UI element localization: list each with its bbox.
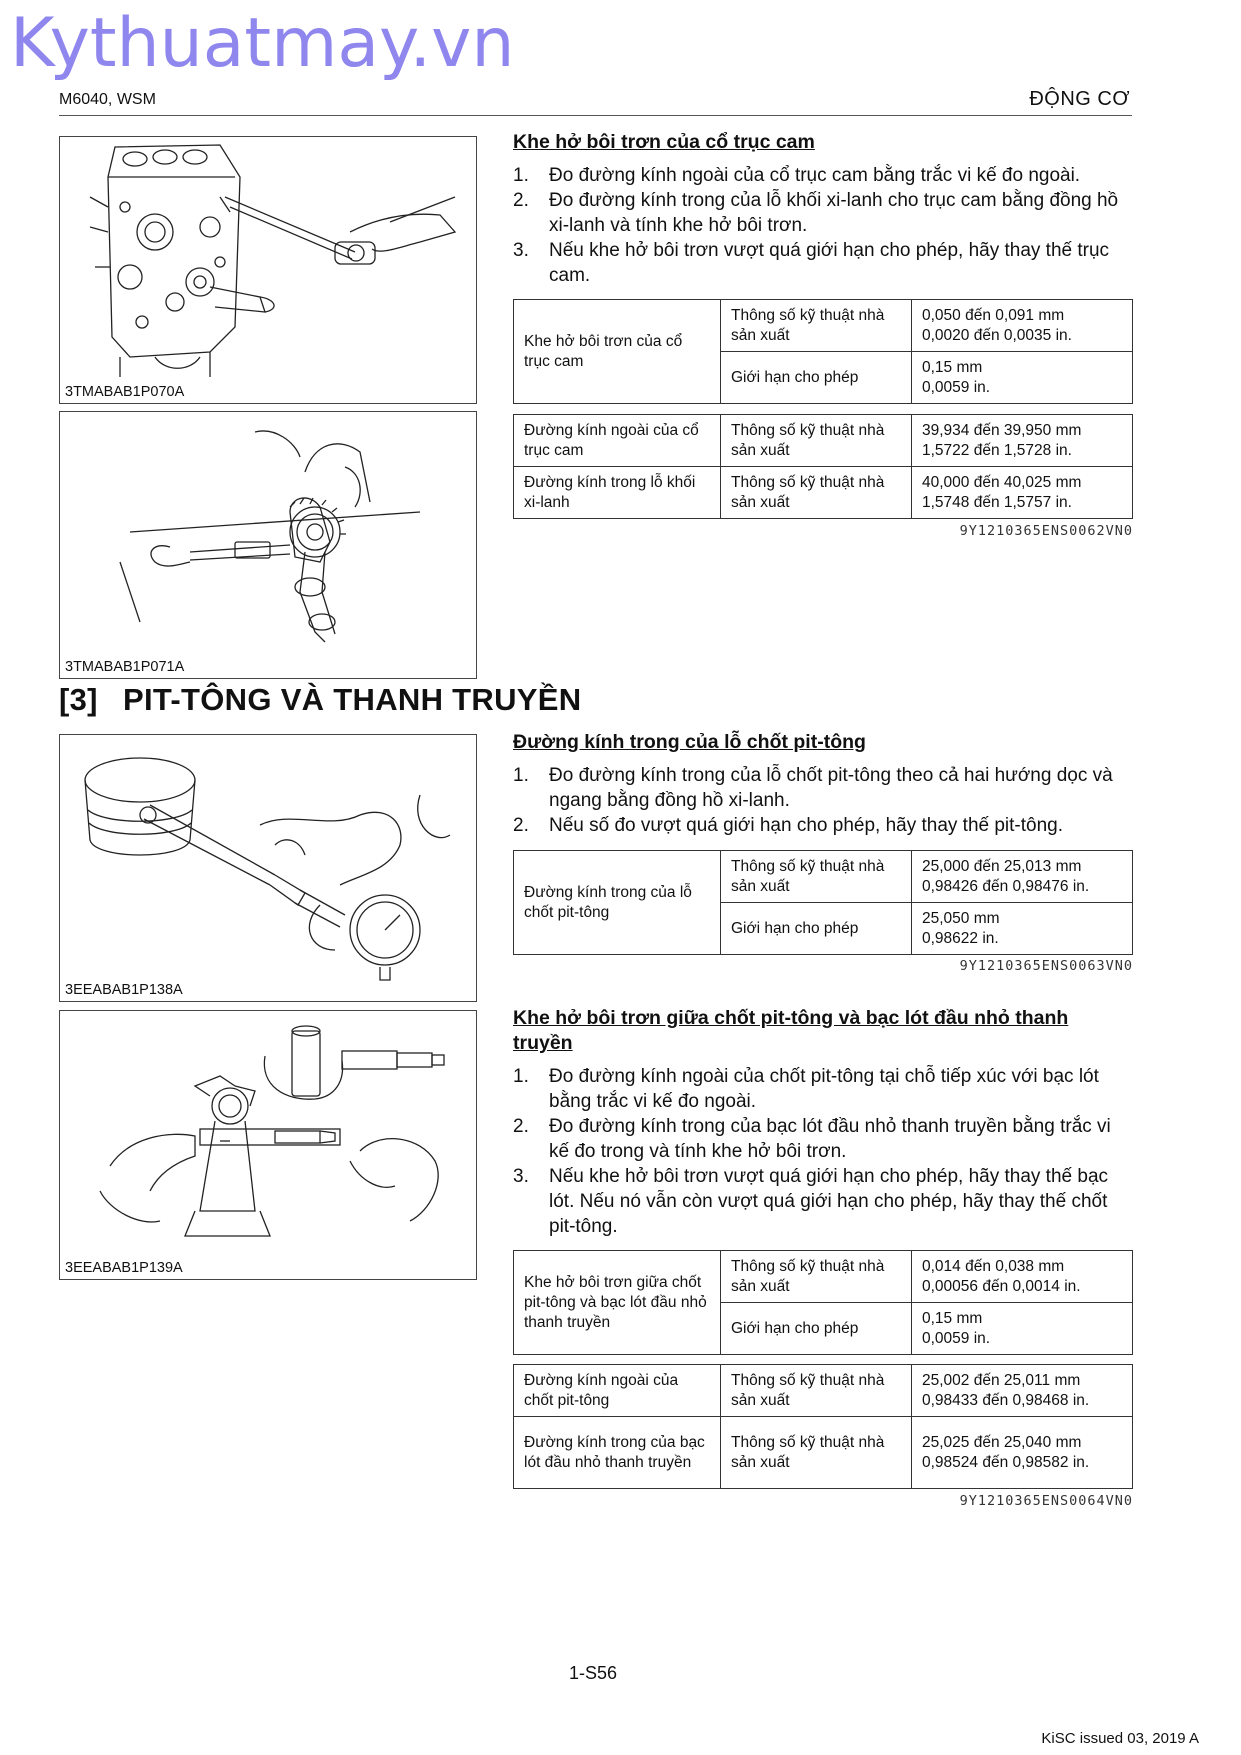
spec-value: 0,014 đến 0,038 mm 0,00056 đến 0,0014 in. [912, 1251, 1133, 1303]
spec-label: Đường kính trong lỗ khối xi-lanh [514, 467, 721, 519]
piston-pin-bore-table [513, 850, 1133, 955]
table-row [514, 1365, 1133, 1417]
spec-label: Đường kính ngoài của cổ trục cam [514, 415, 721, 467]
issue-footer: KiSC issued 03, 2019 A [1041, 1730, 1199, 1747]
spec-value: 25,025 đến 25,040 mm 0,98524 đến 0,98582 in. [912, 1417, 1133, 1489]
spec-kind: Thông số kỹ thuật nhà sản xuất [721, 415, 912, 467]
camshaft-clearance-section [513, 130, 1133, 288]
pin-bushing-clearance-section [513, 1006, 1133, 1239]
manual-code: M6040, WSM [59, 91, 156, 108]
spec-value: 25,002 đến 25,011 mm 0,98433 đến 0,98468 in. [912, 1365, 1133, 1417]
section-number: [3] [59, 682, 98, 717]
header-rule [59, 115, 1132, 116]
spec-kind: Giới hạn cho phép [721, 352, 912, 404]
spec-value: 39,934 đến 39,950 mm 1,5722 đến 1,5728 in. [912, 415, 1133, 467]
spec-value: 0,15 mm 0,0059 in. [912, 1303, 1133, 1355]
engine-block-illustration [60, 137, 478, 405]
spec-value: 0,050 đến 0,091 mm 0,0020 đến 0,0035 in. [912, 300, 1133, 352]
camshaft-diameter-table [513, 414, 1133, 519]
figure-caption: 3TMABAB1P071A [65, 659, 185, 675]
figure-piston-pin-bore [59, 734, 477, 1002]
reference-code: 9Y1210365ENS0062VN0 [959, 523, 1133, 539]
table-row [514, 1417, 1133, 1489]
page-number: 1-S56 [569, 1663, 618, 1683]
spec-label: Đường kính trong của bạc lót đầu nhỏ thanh truyền [514, 1417, 721, 1489]
list-item: 1. Đo đường kính trong của lỗ chốt pit-tông theo cả hai hướng dọc và ngang bằng đồng hồ xi-lanh. [513, 765, 1113, 811]
spec-value: 40,000 đến 40,025 mm 1,5748 đến 1,5757 in. [912, 467, 1133, 519]
list-item: 1. Đo đường kính ngoài của cổ trục cam bằng trắc vi kế đo ngoài. [513, 165, 1081, 186]
table-row [514, 851, 1133, 903]
spec-label: Khe hở bôi trơn giữa chốt pit-tông và bạc lót đầu nhỏ thanh truyền [514, 1251, 721, 1355]
camshaft-clearance-steps [513, 163, 1133, 288]
spec-kind: Giới hạn cho phép [721, 1303, 912, 1355]
figure-caption: 3EEABAB1P138A [65, 982, 183, 998]
figure-caption: 3TMABAB1P070A [65, 384, 185, 400]
figure-small-end-bushing [59, 1010, 477, 1280]
table-row [514, 415, 1133, 467]
figure-camshaft-bore [59, 136, 477, 404]
piston-gauge-illustration [60, 735, 478, 1003]
pin-bushing-clearance-heading: Khe hở bôi trơn giữa chốt pit-tông và bạc lót đầu nhỏ thanh truyền [513, 1007, 1069, 1054]
spec-value: 25,050 mm 0,98622 in. [912, 903, 1133, 955]
table-row [514, 1251, 1133, 1303]
camshaft-micrometer-illustration [60, 412, 478, 680]
section-title [59, 682, 581, 718]
list-item: 2. Đo đường kính trong của bạc lót đầu nhỏ thanh truyền bằng trắc vi kế đo trong và tính khe hở bôi trơn. [513, 1116, 1111, 1162]
watermark-text: Kythuatmay.vn [10, 4, 515, 83]
spec-value: 0,15 mm 0,0059 in. [912, 352, 1133, 404]
reference-code: 9Y1210365ENS0064VN0 [959, 1493, 1133, 1509]
figure-camshaft-journal [59, 411, 477, 679]
camshaft-clearance-table [513, 299, 1133, 404]
spec-kind: Thông số kỹ thuật nhà sản xuất [721, 1365, 912, 1417]
spec-kind: Thông số kỹ thuật nhà sản xuất [721, 851, 912, 903]
table-row [514, 467, 1133, 519]
chapter-title: ĐỘNG CƠ [1029, 88, 1130, 110]
spec-kind: Thông số kỹ thuật nhà sản xuất [721, 300, 912, 352]
figure-caption: 3EEABAB1P139A [65, 1260, 183, 1276]
piston-pin-bore-heading: Đường kính trong của lỗ chốt pit-tông [513, 731, 866, 753]
spec-kind: Thông số kỹ thuật nhà sản xuất [721, 1251, 912, 1303]
spec-label: Đường kính trong của lỗ chốt pit-tông [514, 851, 721, 955]
list-item: 3. Nếu khe hở bôi trơn vượt quá giới hạn cho phép, hãy thay thế bạc lót. Nếu nó vẫn còn vượt quá giới hạn cho phép, hãy thay thế chốt pit-tông. [513, 1166, 1109, 1237]
spec-label: Đường kính ngoài của chốt pit-tông [514, 1365, 721, 1417]
section-name: PIT-TÔNG VÀ THANH TRUYỀN [123, 682, 582, 717]
table-row [514, 300, 1133, 352]
pin-bushing-clearance-table [513, 1250, 1133, 1355]
reference-code: 9Y1210365ENS0063VN0 [959, 958, 1133, 974]
pin-bushing-clearance-steps [513, 1064, 1133, 1239]
list-item: 1. Đo đường kính ngoài của chốt pit-tông tại chỗ tiếp xúc với bạc lót bằng trắc vi kế đo ngoài. [513, 1066, 1099, 1112]
list-item: 2. Nếu số đo vượt quá giới hạn cho phép, hãy thay thế pit-tông. [513, 815, 1064, 836]
list-item: 3. Nếu khe hở bôi trơn vượt quá giới hạn cho phép, hãy thay thế trục cam. [513, 240, 1110, 286]
piston-pin-bore-section [513, 730, 1133, 838]
spec-label: Khe hở bôi trơn của cổ trục cam [514, 300, 721, 404]
conrod-micrometer-illustration [60, 1011, 478, 1281]
spec-value: 25,000 đến 25,013 mm 0,98426 đến 0,98476 in. [912, 851, 1133, 903]
spec-kind: Giới hạn cho phép [721, 903, 912, 955]
list-item: 2. Đo đường kính trong của lỗ khối xi-lanh cho trục cam bằng đồng hồ xi-lanh và tính khe hở bôi trơn. [513, 190, 1119, 236]
spec-kind: Thông số kỹ thuật nhà sản xuất [721, 1417, 912, 1489]
camshaft-clearance-heading: Khe hở bôi trơn của cổ trục cam [513, 131, 815, 153]
spec-kind: Thông số kỹ thuật nhà sản xuất [721, 467, 912, 519]
piston-pin-bore-steps [513, 763, 1133, 838]
pin-bushing-diameter-table [513, 1364, 1133, 1489]
